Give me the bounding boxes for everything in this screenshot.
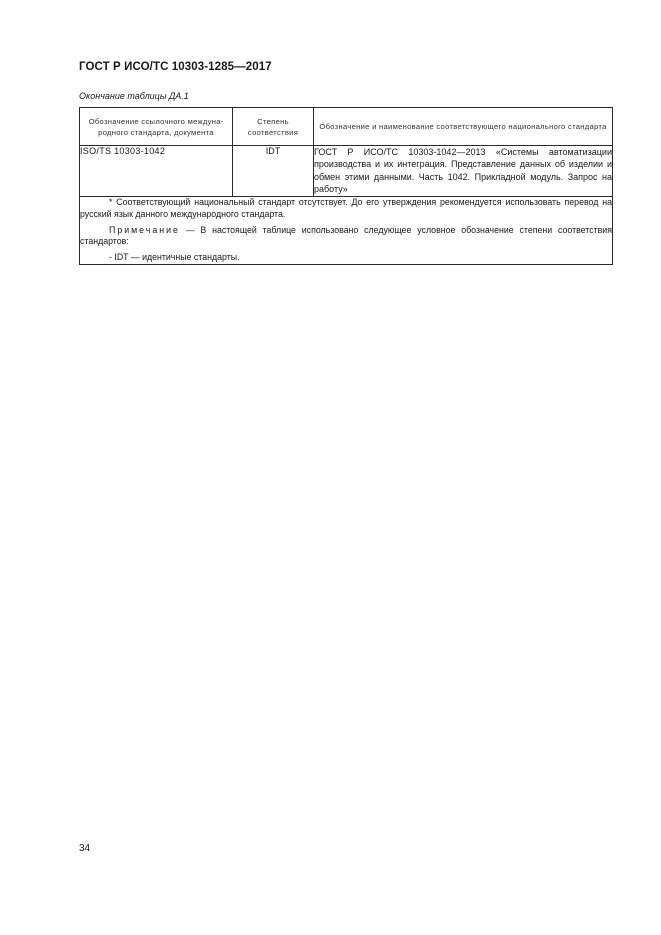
- footnote: * Соответствующий национальный стандарт отсутствует. До его утверждения рекомендуется использовать перевод на русский язык данного международного стандарта.: [80, 196, 612, 219]
- table-container: [79, 107, 613, 265]
- table-header-row: [80, 108, 613, 146]
- header-national-standard: Обозначение и наименование соответствующего национального стандарта: [314, 108, 613, 146]
- note-text: — В настоящей таблице использовано следующее условное обозначение степени соответствия стандартов:: [80, 224, 612, 247]
- notes-cell: [80, 196, 613, 265]
- page-number: 34: [79, 843, 91, 854]
- table-notes-row: [80, 196, 613, 265]
- note-paragraph: [80, 225, 612, 249]
- header-international-standard: Обозначение ссылочного международного стандарта, документа: [80, 108, 233, 146]
- note-label: Примечание: [109, 224, 180, 235]
- table-caption: Окончание таблицы ДА.1: [79, 91, 189, 101]
- legend-idt: - IDT — идентичные стандарты.: [109, 252, 240, 263]
- header-degree-of-conformity: Степень соответствия: [233, 108, 314, 146]
- table-row: [80, 146, 613, 197]
- cell-international-standard: ISO/TS 10303-1042: [80, 146, 233, 197]
- document-header: ГОСТ Р ИСО/ТС 10303-1285—2017: [79, 61, 272, 73]
- cell-degree-of-conformity: IDT: [233, 146, 314, 197]
- standards-table: [79, 107, 613, 265]
- cell-national-standard: ГОСТ Р ИСО/ТС 10303-1042—2013 «Системы автоматизации производства и их интеграция. Представление данных об изделии и обмен этими данными. Часть 1042. Прикладной модуль. Запрос на работу»: [314, 147, 612, 195]
